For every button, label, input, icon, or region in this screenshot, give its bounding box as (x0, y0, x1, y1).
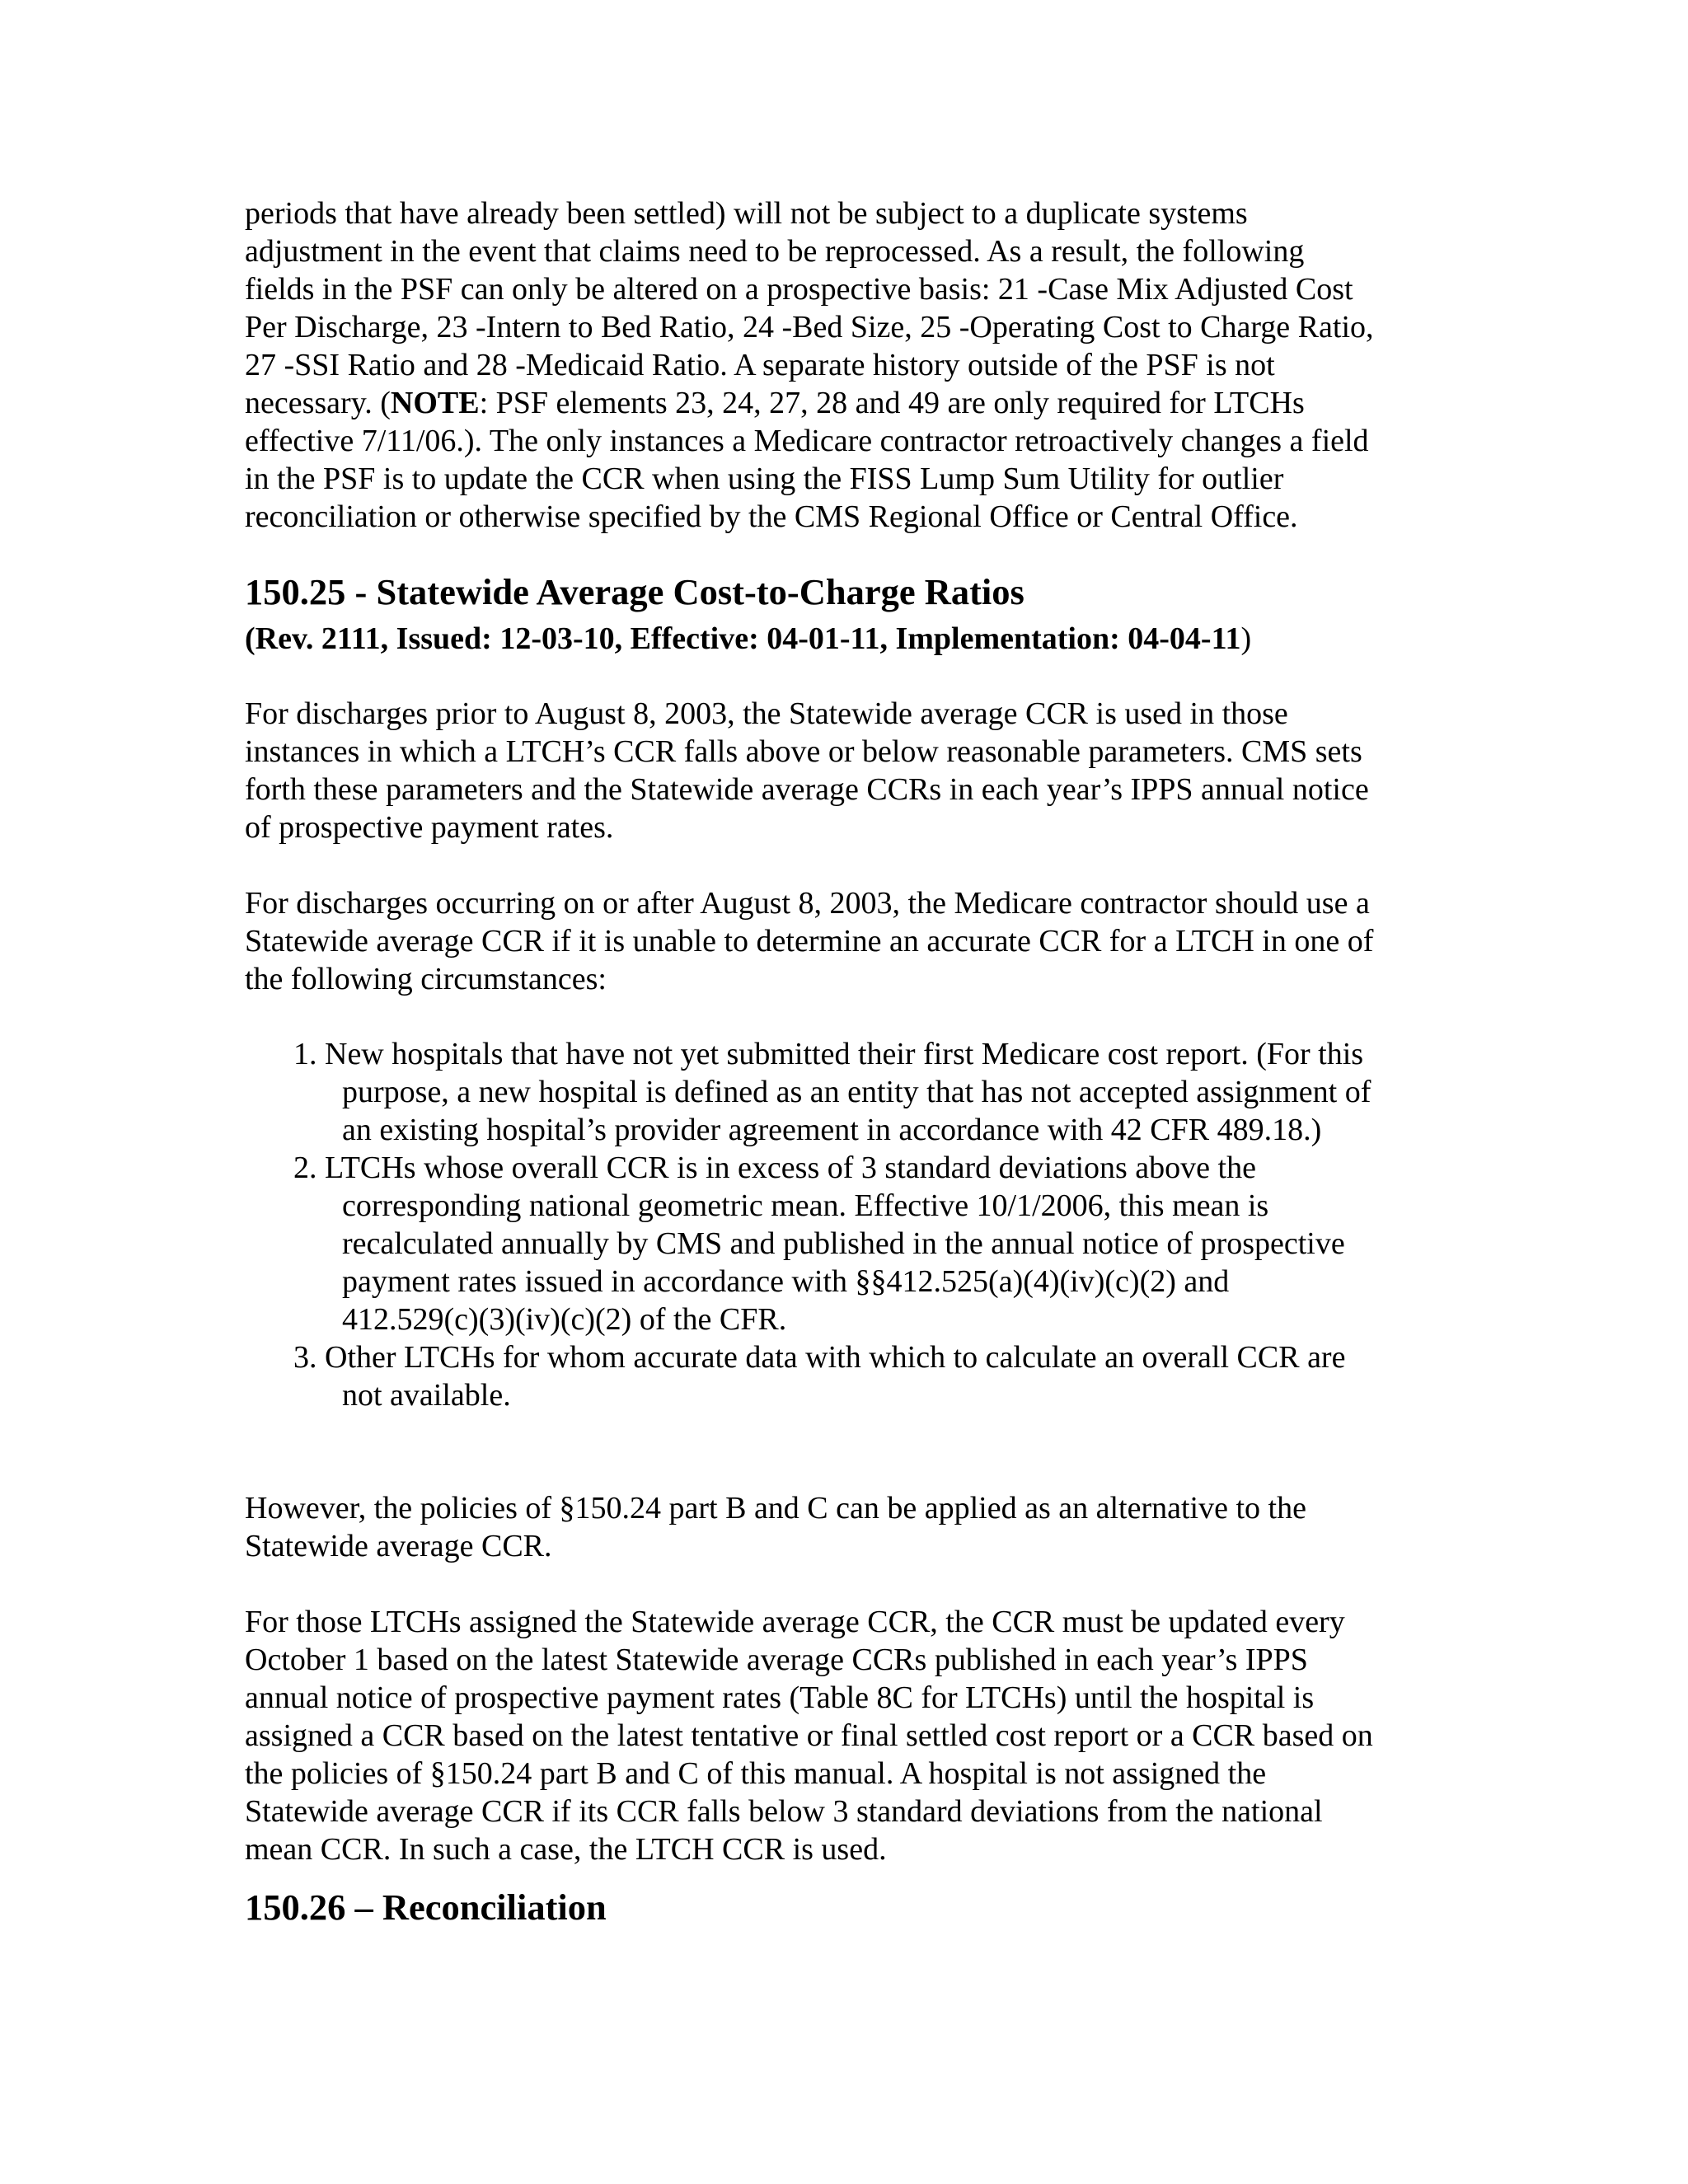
text-line: in the PSF is to update the CCR when using the FISS Lump Sum Utility for outlier (245, 462, 1284, 496)
text-line: However, the policies of §150.24 part B and C can be applied as an alternative to the (245, 1491, 1306, 1526)
list-item-text: purpose, a new hospital is defined as an entity that has not accepted assignment of (342, 1075, 1372, 1109)
list-item-text: an existing hospital’s provider agreement in accordance with 42 CFR 489.18.) (342, 1113, 1322, 1147)
revision-line (245, 620, 1251, 658)
text-line: October 1 based on the latest Statewide average CCRs published in each year’s IPPS (245, 1643, 1308, 1677)
text-line: forth these parameters and the Statewide average CCRs in each year’s IPPS annual notice (245, 772, 1369, 807)
text-line: assigned a CCR based on the latest tentative or final settled cost report or a CCR based on (245, 1718, 1373, 1753)
note-label: NOTE (390, 386, 480, 420)
text-line: 27 -SSI Ratio and 28 -Medicaid Ratio. A separate history outside of the PSF is not (245, 348, 1275, 382)
text-line: Statewide average CCR if its CCR falls below 3 standard deviations from the national (245, 1794, 1323, 1829)
text-line: For discharges prior to August 8, 2003, the Statewide average CCR is used in those (245, 696, 1288, 731)
list-item (245, 1338, 1345, 1414)
text-line: Statewide average CCR. (245, 1529, 552, 1563)
text-line (245, 384, 1374, 422)
text-line: the policies of §150.24 part B and C of this manual. A hospital is not assigned the (245, 1756, 1267, 1791)
text-line: For those LTCHs assigned the Statewide average CCR, the CCR must be updated every (245, 1605, 1345, 1639)
text-line: fields in the PSF can only be altered on a prospective basis: 21 -Case Mix Adjusted Cost (245, 272, 1353, 307)
text-line: Per Discharge, 23 -Intern to Bed Ratio, 24 -Bed Size, 25 -Operating Cost to Charge Ratio, (245, 310, 1374, 344)
paragraph-prior-2003 (245, 695, 1369, 846)
text-line: mean CCR. In such a case, the LTCH CCR is used. (245, 1832, 887, 1867)
list-item-text: 1. New hospitals that have not yet submitted their first Medicare cost report. (For this (293, 1037, 1364, 1071)
list-item-text: 3. Other LTCHs for whom accurate data with which to calculate an overall CCR are (293, 1340, 1346, 1375)
text-line: adjustment in the event that claims need to be reprocessed. As a result, the following (245, 234, 1305, 269)
list-item-text: payment rates issued in accordance with §§412.525(a)(4)(iv)(c)(2) and (342, 1264, 1230, 1299)
text-line: Statewide average CCR if it is unable to determine an accurate CCR for a LTCH in one of (245, 924, 1374, 958)
text-line: effective 7/11/06.). The only instances a Medicare contractor retroactively changes a field (245, 424, 1369, 458)
list-item-text: recalculated annually by CMS and published in the annual notice of prospective (342, 1226, 1345, 1261)
paragraph-psf-fields (245, 194, 1374, 536)
paragraph-alternative (245, 1489, 1306, 1565)
section-title: 150.25 - Statewide Average Cost-to-Charge Ratios (245, 571, 1025, 612)
text-line: the following circumstances: (245, 962, 607, 996)
text-span: : PSF elements 23, 24, 27, 28 and 49 are only required for LTCHs (479, 386, 1305, 420)
section-heading-150-26 (245, 1886, 607, 1928)
list-item-text: 412.529(c)(3)(iv)(c)(2) of the CFR. (342, 1302, 787, 1337)
section-heading-150-25 (245, 571, 1025, 612)
list-item-text: 2. LTCHs whose overall CCR is in excess of 3 standard deviations above the (293, 1151, 1256, 1185)
text-span: necessary. ( (245, 386, 391, 420)
text-line: instances in which a LTCH’s CCR falls above or below reasonable parameters. CMS sets (245, 734, 1362, 769)
text-line: annual notice of prospective payment rates (Table 8C for LTCHs) until the hospital is (245, 1680, 1315, 1715)
revision-tail: ) (1240, 621, 1252, 656)
section-title: 150.26 – Reconciliation (245, 1886, 607, 1928)
text-line: periods that have already been settled) will not be subject to a duplicate systems (245, 196, 1248, 231)
text-line: For discharges occurring on or after August 8, 2003, the Medicare contractor should use a (245, 886, 1370, 921)
revision-info: (Rev. 2111, Issued: 12-03-10, Effective: 04-01-11, Implementation: 04-04-11 (245, 621, 1241, 656)
paragraph-ccr-update (245, 1603, 1373, 1868)
list-item (245, 1149, 1345, 1338)
list-item-text: not available. (342, 1378, 511, 1413)
list-item (245, 1035, 1371, 1149)
text-line: of prospective payment rates. (245, 810, 614, 845)
text-line: reconciliation or otherwise specified by the CMS Regional Office or Central Office. (245, 499, 1298, 534)
paragraph-after-2003 (245, 884, 1373, 998)
list-item-text: corresponding national geometric mean. Effective 10/1/2006, this mean is (342, 1188, 1269, 1223)
